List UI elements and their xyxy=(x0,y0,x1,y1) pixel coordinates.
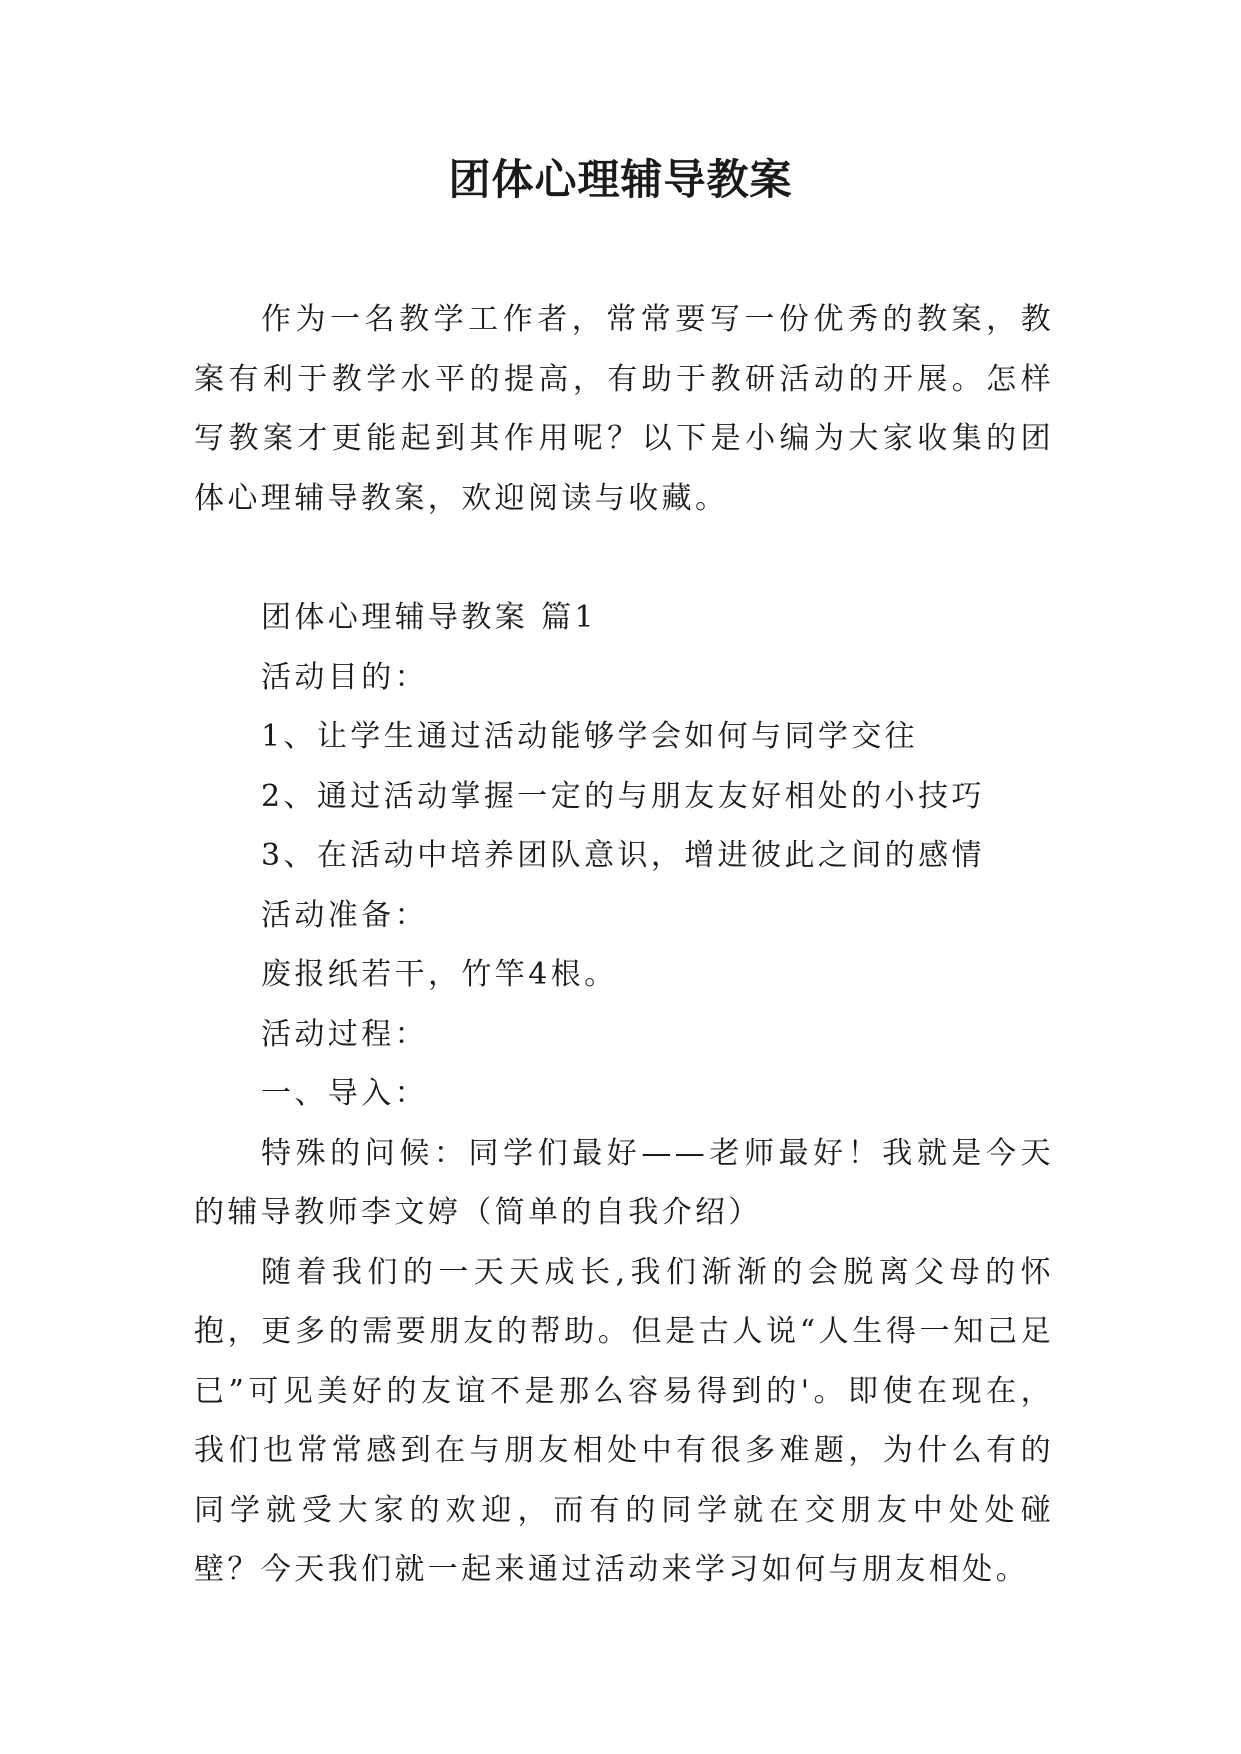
purpose-label: 活动目的： xyxy=(261,659,428,695)
purpose-item-2: 2、通过活动掌握一定的与朋友友好相处的小技巧 xyxy=(261,778,985,814)
growth-paragraph: 随着我们的一天天成长,我们渐渐的会脱离父母的怀抱，更多的需要朋友的帮助。但是古人说“人生得一知己足已”可见美好的友谊不是那么容易得到的'。即使在现在，我们也常常感到在与朋友相处中有很多难题，为什么有的同学就受大家的欢迎，而有的同学就在交朋友中处处碰壁？今天我们就一起来通过活动来学习如何与朋友相处。 xyxy=(194,1254,1054,1587)
intro-step-label: 一、导入： xyxy=(261,1076,428,1111)
document-title: 团体心理辅导教案 xyxy=(448,155,793,204)
purpose-item-1: 1、让学生通过活动能够学会如何与同学交往 xyxy=(261,719,919,754)
purpose-item-3: 3、在活动中培养团队意识，增进彼此之间的感情 xyxy=(261,838,985,873)
document-body xyxy=(194,290,1054,1600)
section-heading: 团体心理辅导教案 篇1 xyxy=(261,600,598,635)
intro-paragraph: 作为一名教学工作者，常常要写一份优秀的教案，教案有利于教学水平的提高，有助于教研活动的开展。怎样写教案才更能起到其作用呢？以下是小编为大家收集的团体心理辅导教案，欢迎阅读与收藏。 xyxy=(194,302,1054,516)
greeting-paragraph: 特殊的问候：同学们最好——老师最好！我就是今天的辅导教师李文婷（简单的自我介绍） xyxy=(194,1135,1054,1230)
preparation-text: 废报纸若干，竹竿4根。 xyxy=(261,957,618,992)
paragraph-gap xyxy=(194,528,1054,588)
process-label: 活动过程： xyxy=(261,1016,428,1052)
preparation-label: 活动准备： xyxy=(261,897,428,933)
